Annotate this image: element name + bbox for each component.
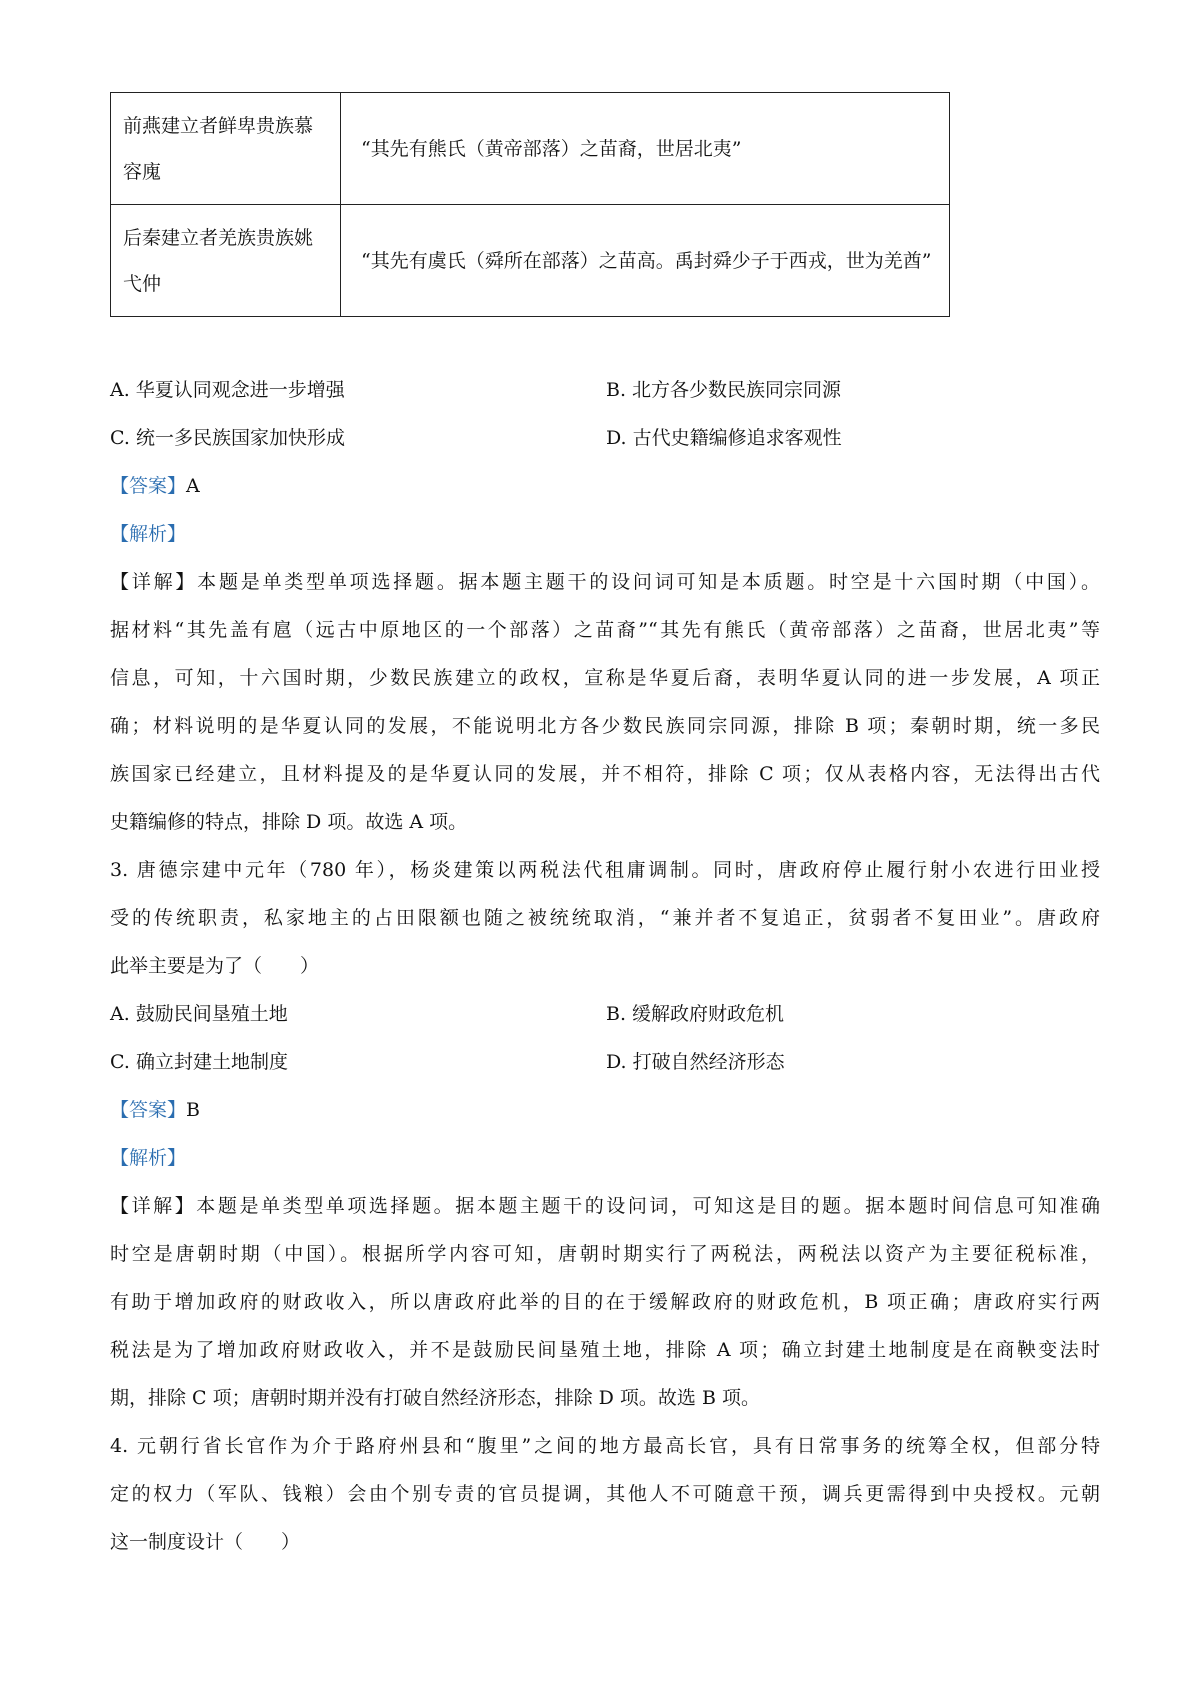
detail-line: 【详解】本题是单类型单项选择题。据本题主题干的设问词，可知这是目的题。据本题时间信息可知准确 <box>110 1195 1100 1217</box>
q3-analysis-tag: 【解析】 <box>110 1147 187 1169</box>
q3-stem <box>110 846 1100 990</box>
quote-cell: “其先有熊氏（黄帝部落）之苗裔，世居北夷” <box>341 93 950 205</box>
q2-option-b[interactable]: B. 北方各少数民族同宗同源 <box>606 379 842 401</box>
q2-analysis-tag: 【解析】 <box>110 523 187 545</box>
q2-option-d[interactable]: D. 古代史籍编修追求客观性 <box>606 427 842 449</box>
detail-line: 时空是唐朝时期（中国）。根据所学内容可知，唐朝时期实行了两税法，两税法以资产为主要征税标准， <box>110 1243 1100 1265</box>
answer-value: A <box>186 475 200 497</box>
detail-line: 【详解】本题是单类型单项选择题。据本题主题干的设问词可知是本质题。时空是十六国时期（中国）。 <box>110 571 1100 593</box>
q3-option-c[interactable]: C. 确立封建土地制度 <box>110 1051 288 1073</box>
stem-line: 受的传统职责，私家地主的占田限额也随之被统统取消，“兼并者不复追正，贫弱者不复田业”。唐政府 <box>110 907 1100 929</box>
detail-line: 族国家已经建立，且材料提及的是华夏认同的发展，并不相符，排除 C 项；仅从表格内容，无法得出古代 <box>110 763 1100 785</box>
ruler-cell: 前燕建立者鲜卑贵族慕容廆 <box>111 93 341 205</box>
answer-value: B <box>186 1099 200 1121</box>
stem-line: 此举主要是为了（ ） <box>110 955 320 977</box>
detail-line: 期，排除 C 项；唐朝时期并没有打破自然经济形态，排除 D 项。故选 B 项。 <box>110 1387 760 1409</box>
q3-detail <box>110 1182 1100 1422</box>
q2-options-row-1 <box>110 366 1110 414</box>
detail-line: 税法是为了增加政府财政收入，并不是鼓励民间垦殖土地，排除 A 项；确立封建土地制度是在商鞅变法时 <box>110 1339 1100 1361</box>
answer-tag: 【答案】 <box>110 475 187 497</box>
stem-line: 4. 元朝行省长官作为介于路府州县和“腹里”之间的地方最高长官，具有日常事务的统筹全权，但部分特 <box>110 1435 1100 1457</box>
detail-line: 确；材料说明的是华夏认同的发展，不能说明北方各少数民族同宗同源，排除 B 项；秦朝时期，统一多民 <box>110 715 1100 737</box>
q3-option-a[interactable]: A. 鼓励民间垦殖土地 <box>110 1003 288 1025</box>
q3-answer <box>110 1086 200 1134</box>
detail-line: 史籍编修的特点，排除 D 项。故选 A 项。 <box>110 811 468 833</box>
ruler-cell: 后秦建立者羌族贵族姚弋仲 <box>111 205 341 317</box>
quote-cell: “其先有虞氏（舜所在部落）之苗高。禹封舜少子于西戎，世为羌酋” <box>341 205 950 317</box>
answer-tag: 【答案】 <box>110 1099 187 1121</box>
q2-options-row-2 <box>110 414 1110 462</box>
q2-option-c[interactable]: C. 统一多民族国家加快形成 <box>110 427 345 449</box>
q3-option-b[interactable]: B. 缓解政府财政危机 <box>606 1003 785 1025</box>
source-table <box>110 92 950 317</box>
table-row <box>111 205 950 317</box>
q4-stem <box>110 1422 1100 1566</box>
detail-line: 据材料“其先盖有扈（远古中原地区的一个部落）之苗裔”“其先有熊氏（黄帝部落）之苗裔，世居北夷”等 <box>110 619 1100 641</box>
q2-answer <box>110 462 200 510</box>
stem-line: 这一制度设计（ ） <box>110 1531 301 1553</box>
q2-option-a[interactable]: A. 华夏认同观念进一步增强 <box>110 379 345 401</box>
table-row <box>111 93 950 205</box>
detail-line: 有助于增加政府的财政收入，所以唐政府此举的目的在于缓解政府的财政危机，B 项正确；唐政府实行两 <box>110 1291 1100 1313</box>
detail-line: 信息，可知，十六国时期，少数民族建立的政权，宣称是华夏后裔，表明华夏认同的进一步发展，A 项正 <box>110 667 1100 689</box>
q3-options-row-2 <box>110 1038 1110 1086</box>
stem-line: 3. 唐德宗建中元年（780 年），杨炎建策以两税法代租庸调制。同时，唐政府停止履行射小农进行田业授 <box>110 859 1100 881</box>
stem-line: 定的权力（军队、钱粮）会由个别专责的官员提调，其他人不可随意干预，调兵更需得到中央授权。元朝 <box>110 1483 1100 1505</box>
q3-option-d[interactable]: D. 打破自然经济形态 <box>606 1051 785 1073</box>
q3-options-row-1 <box>110 990 1110 1038</box>
q2-detail <box>110 558 1100 846</box>
